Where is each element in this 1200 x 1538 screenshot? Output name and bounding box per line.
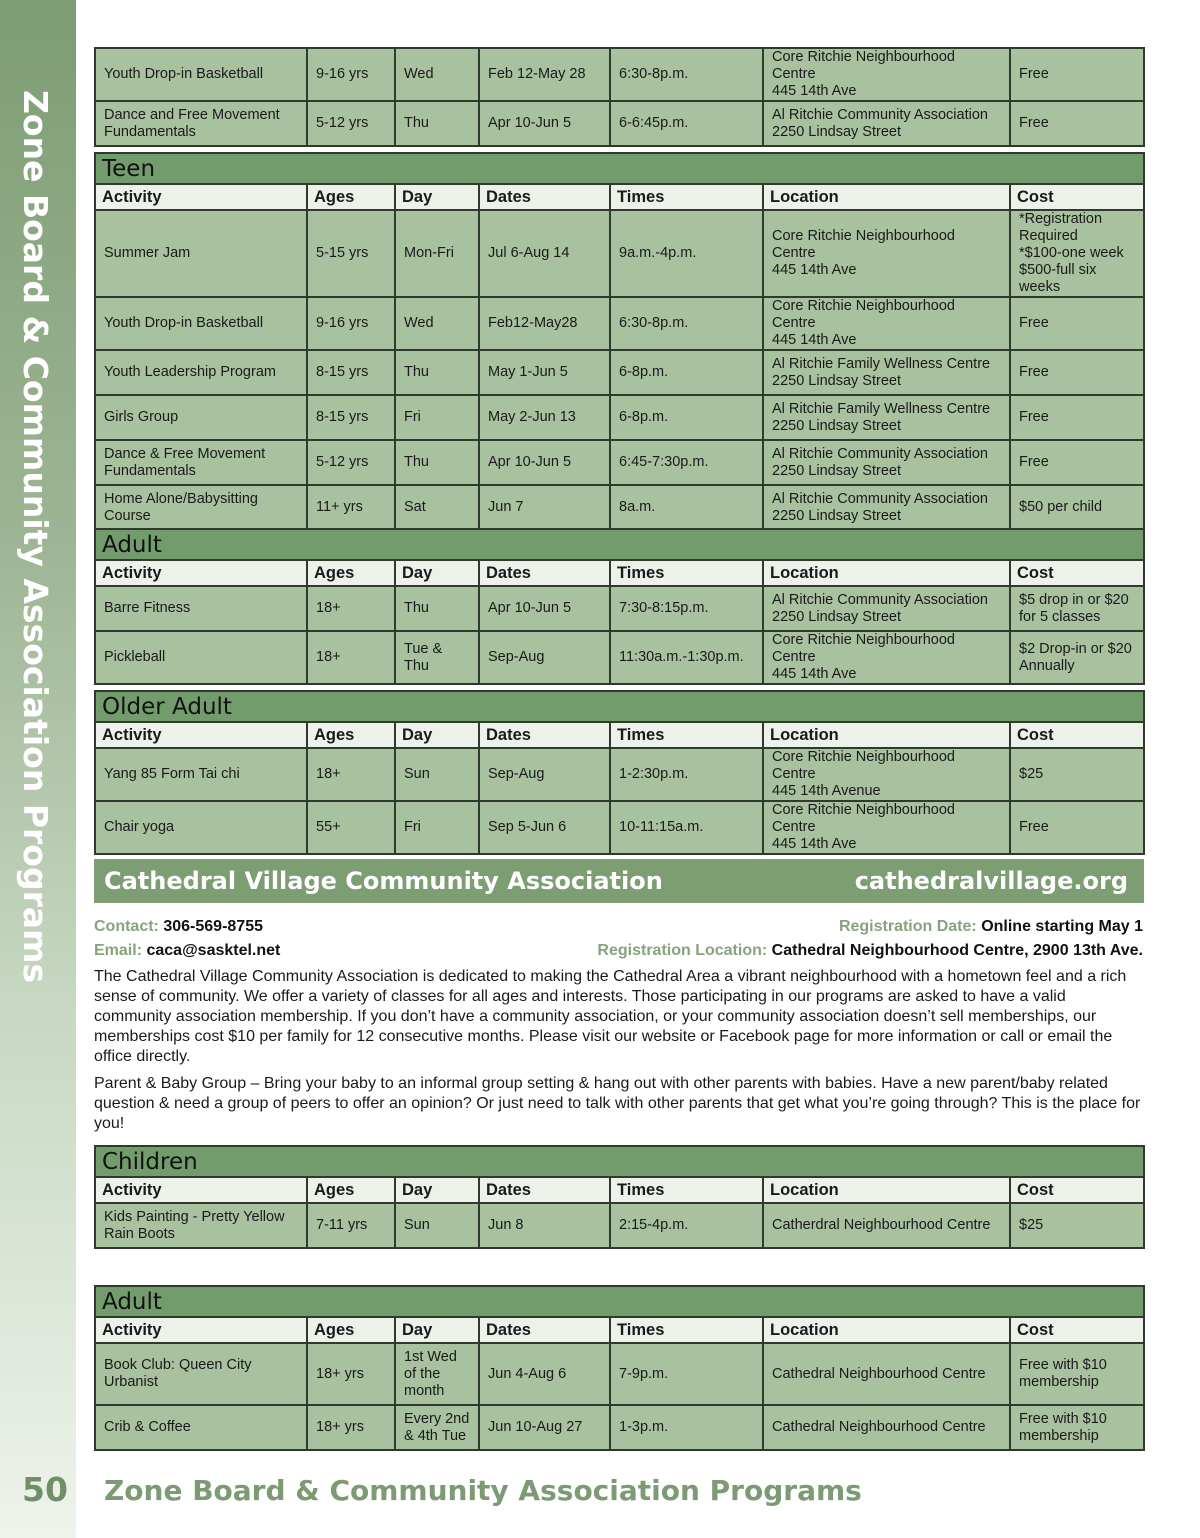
section-heading-row — [95, 691, 1144, 722]
table-cell: Summer Jam — [95, 210, 307, 297]
footer-title: Zone Board & Community Association Programs — [104, 1474, 862, 1507]
column-header: Day — [395, 722, 479, 748]
table-cell: Crib & Coffee — [95, 1405, 307, 1450]
table-cell: Feb 12-May 28 — [479, 48, 610, 101]
table-cell: Free — [1010, 101, 1144, 146]
table-cell: 2:15-4p.m. — [610, 1203, 763, 1248]
section-heading-row — [95, 1146, 1144, 1177]
association-description: The Cathedral Village Community Association is dedicated to making the Cathedral Area a vibrant neighbourhood with a hometown feel and a rich sense of community. We offer a variety of classes for all ages and interests. Those participating in our programs are asked to have a valid community association membership. If you don’t have a community association, or your community association doesn’t sell memberships, our memberships cost $10 per family for 12 consecutive months. Please visit our website or Facebook page for more information or call or email the office directly. — [94, 968, 1127, 1065]
column-header: Dates — [479, 184, 610, 210]
table-cell: Free — [1010, 801, 1144, 854]
table-cell: 6-6:45p.m. — [610, 101, 763, 146]
table-cell: Cathedral Neighbourhood Centre — [763, 1405, 1010, 1450]
table-cell: Every 2nd & 4th Tue — [395, 1405, 479, 1450]
table-cell: Al Ritchie Family Wellness Centre 2250 Lindsay Street — [763, 350, 1010, 395]
table-cell: Kids Painting - Pretty Yellow Rain Boots — [95, 1203, 307, 1248]
page-number: 50 — [22, 1470, 68, 1509]
table-cell: 18+ — [307, 748, 395, 801]
column-header: Times — [610, 184, 763, 210]
column-header: Dates — [479, 1177, 610, 1203]
table-cell: 7:30-8:15p.m. — [610, 586, 763, 631]
table-cell: $50 per child — [1010, 485, 1144, 530]
table-cell: Al Ritchie Community Association 2250 Lindsay Street — [763, 586, 1010, 631]
table-cell: Sep-Aug — [479, 631, 610, 684]
table-cell: Sun — [395, 748, 479, 801]
table-cell: Jun 7 — [479, 485, 610, 530]
column-header: Dates — [479, 560, 610, 586]
table-cell: Chair yoga — [95, 801, 307, 854]
table-row — [95, 395, 1144, 440]
table-cell: 9-16 yrs — [307, 48, 395, 101]
column-header-row — [95, 722, 1144, 748]
table-cell: 55+ — [307, 801, 395, 854]
table-cell: Wed — [395, 48, 479, 101]
table-cell: Free — [1010, 350, 1144, 395]
teen-table — [94, 152, 1145, 531]
contact-phone[interactable]: 306-569-8755 — [163, 918, 263, 935]
table-cell: 8-15 yrs — [307, 350, 395, 395]
section-heading: Adult — [95, 1286, 1144, 1317]
email-label: Email: — [94, 942, 143, 959]
cathedral-adult-table — [94, 1285, 1145, 1451]
table-cell: Thu — [395, 350, 479, 395]
table-row — [95, 1203, 1144, 1248]
table-row — [95, 440, 1144, 485]
table-cell: Core Ritchie Neighbourhood Centre 445 14th Ave — [763, 801, 1010, 854]
registration-date-label: Registration Date: — [838, 918, 977, 935]
table-cell: 11+ yrs — [307, 485, 395, 530]
table-cell: Yang 85 Form Tai chi — [95, 748, 307, 801]
table-row — [95, 631, 1144, 684]
table-cell: Jun 8 — [479, 1203, 610, 1248]
association-name: Cathedral Village Community Association — [104, 867, 663, 895]
table-cell: Book Club: Queen City Urbanist — [95, 1343, 307, 1405]
column-header-row — [95, 1177, 1144, 1203]
table-cell: Core Ritchie Neighbourhood Centre 445 14th Ave — [763, 297, 1010, 350]
section-heading: Older Adult — [95, 691, 1144, 722]
table-cell: Free — [1010, 48, 1144, 101]
column-header: Day — [395, 1317, 479, 1343]
column-header: Location — [763, 184, 1010, 210]
section-heading-row — [95, 529, 1144, 560]
table-cell: Jul 6-Aug 14 — [479, 210, 610, 297]
table-cell: Dance and Free Movement Fundamentals — [95, 101, 307, 146]
table-cell: Core Ritchie Neighbourhood Centre 445 14th Ave — [763, 210, 1010, 297]
table-cell: 6:30-8p.m. — [610, 297, 763, 350]
table-cell: Tue & Thu — [395, 631, 479, 684]
table-row — [95, 1405, 1144, 1450]
table-cell: Fri — [395, 395, 479, 440]
table-cell: Free — [1010, 440, 1144, 485]
adult-table — [94, 528, 1145, 685]
column-header: Ages — [307, 1177, 395, 1203]
table-cell: Free with $10 membership — [1010, 1405, 1144, 1450]
column-header: Location — [763, 560, 1010, 586]
table-cell: Sep 5-Jun 6 — [479, 801, 610, 854]
table-cell: 7-9p.m. — [610, 1343, 763, 1405]
table-row — [95, 297, 1144, 350]
table-cell: Free — [1010, 395, 1144, 440]
table-cell: 9-16 yrs — [307, 297, 395, 350]
table-cell: 11:30a.m.-1:30p.m. — [610, 631, 763, 684]
table-cell: Free with $10 membership — [1010, 1343, 1144, 1405]
table-cell: 8a.m. — [610, 485, 763, 530]
association-website-link[interactable]: cathedralvillage.org — [854, 867, 1128, 895]
column-header: Activity — [95, 722, 307, 748]
table-cell: 7-11 yrs — [307, 1203, 395, 1248]
table-cell: May 1-Jun 5 — [479, 350, 610, 395]
table-cell: Sun — [395, 1203, 479, 1248]
table-cell: 6:30-8p.m. — [610, 48, 763, 101]
column-header-row — [95, 1317, 1144, 1343]
older-adult-table — [94, 690, 1145, 855]
table-cell: Youth Leadership Program — [95, 350, 307, 395]
table-cell: 18+ — [307, 631, 395, 684]
column-header: Cost — [1010, 1177, 1144, 1203]
column-header: Dates — [479, 722, 610, 748]
parent-baby-description: Parent & Baby Group – Bring your baby to an informal group setting & hang out with other parents with babies. Have a new parent/baby related question & need a group of peers to offer an opinion? Or just need to talk with other parents that get what you’re going through? This is the place for you! — [94, 1075, 1141, 1132]
table-cell: Apr 10-Jun 5 — [479, 101, 610, 146]
table-cell: Free — [1010, 297, 1144, 350]
column-header: Cost — [1010, 1317, 1144, 1343]
section-heading: Teen — [95, 153, 1144, 184]
table-row — [95, 485, 1144, 530]
column-header: Times — [610, 560, 763, 586]
table-cell: Thu — [395, 440, 479, 485]
column-header: Activity — [95, 1317, 307, 1343]
table-cell: 5-12 yrs — [307, 440, 395, 485]
table-cell: Feb12-May28 — [479, 297, 610, 350]
column-header: Times — [610, 1317, 763, 1343]
email-address[interactable]: caca@sasktel.net — [146, 942, 281, 959]
column-header: Times — [610, 1177, 763, 1203]
table-cell: Al Ritchie Community Association 2250 Lindsay Street — [763, 485, 1010, 530]
table-cell: Sep-Aug — [479, 748, 610, 801]
table-cell: Al Ritchie Community Association 2250 Lindsay Street — [763, 101, 1010, 146]
table-cell: Apr 10-Jun 5 — [479, 440, 610, 485]
registration-date-value: Online starting May 1 — [981, 918, 1143, 935]
column-header-row — [95, 560, 1144, 586]
column-header: Cost — [1010, 722, 1144, 748]
table-cell: Pickleball — [95, 631, 307, 684]
registration-location-label: Registration Location: — [597, 942, 768, 959]
section-heading-row — [95, 1286, 1144, 1317]
ritchie-continued-table — [94, 47, 1145, 147]
registration-location-info — [597, 942, 1143, 960]
table-cell: Al Ritchie Family Wellness Centre 2250 Lindsay Street — [763, 395, 1010, 440]
column-header: Ages — [307, 1317, 395, 1343]
column-header: Ages — [307, 560, 395, 586]
table-cell: 1-3p.m. — [610, 1405, 763, 1450]
column-header: Day — [395, 560, 479, 586]
table-cell: 6:45-7:30p.m. — [610, 440, 763, 485]
table-cell: Youth Drop-in Basketball — [95, 297, 307, 350]
registration-date-info — [839, 918, 1143, 936]
column-header: Activity — [95, 560, 307, 586]
table-cell: Mon-Fri — [395, 210, 479, 297]
table-cell: Cathedral Neighbourhood Centre — [763, 1343, 1010, 1405]
column-header: Times — [610, 722, 763, 748]
column-header: Dates — [479, 1317, 610, 1343]
table-cell: Core Ritchie Neighbourhood Centre 445 14th Ave — [763, 48, 1010, 101]
section-heading-row — [95, 153, 1144, 184]
table-cell: Thu — [395, 101, 479, 146]
table-cell: Barre Fitness — [95, 586, 307, 631]
column-header: Day — [395, 1177, 479, 1203]
table-row — [95, 101, 1144, 146]
table-cell: 10-11:15a.m. — [610, 801, 763, 854]
column-header: Ages — [307, 184, 395, 210]
table-cell: Thu — [395, 586, 479, 631]
column-header: Activity — [95, 1177, 307, 1203]
table-cell: May 2-Jun 13 — [479, 395, 610, 440]
column-header: Location — [763, 722, 1010, 748]
association-header — [94, 859, 1144, 903]
table-cell: Apr 10-Jun 5 — [479, 586, 610, 631]
table-cell: 5-12 yrs — [307, 101, 395, 146]
table-cell: 18+ yrs — [307, 1405, 395, 1450]
side-title-text: Zone Board & Community Association Programs — [16, 90, 55, 984]
table-cell: $25 — [1010, 1203, 1144, 1248]
table-cell: 9a.m.-4p.m. — [610, 210, 763, 297]
contact-label: Contact: — [94, 918, 159, 935]
table-cell: Catherdral Neighbourhood Centre — [763, 1203, 1010, 1248]
table-cell: Core Ritchie Neighbourhood Centre 445 14th Ave — [763, 631, 1010, 684]
children-table — [94, 1145, 1145, 1249]
column-header: Ages — [307, 722, 395, 748]
table-cell: Jun 10-Aug 27 — [479, 1405, 610, 1450]
table-row — [95, 48, 1144, 101]
table-cell: $2 Drop-in or $20 Annually — [1010, 631, 1144, 684]
column-header: Day — [395, 184, 479, 210]
table-cell: Home Alone/Babysitting Course — [95, 485, 307, 530]
column-header: Cost — [1010, 560, 1144, 586]
email-info — [94, 942, 280, 960]
table-cell: Sat — [395, 485, 479, 530]
table-cell: Core Ritchie Neighbourhood Centre 445 14th Avenue — [763, 748, 1010, 801]
column-header: Location — [763, 1317, 1010, 1343]
table-cell: 1-2:30p.m. — [610, 748, 763, 801]
table-cell: *Registration Required *$100-one week $500-full six weeks — [1010, 210, 1144, 297]
table-row — [95, 801, 1144, 854]
column-header: Activity — [95, 184, 307, 210]
table-row — [95, 748, 1144, 801]
column-header: Cost — [1010, 184, 1144, 210]
registration-location-value: Cathedral Neighbourhood Centre, 2900 13th Ave. — [771, 942, 1143, 959]
table-row — [95, 1343, 1144, 1405]
table-cell: 6-8p.m. — [610, 350, 763, 395]
table-cell: 18+ yrs — [307, 1343, 395, 1405]
table-cell: Jun 4-Aug 6 — [479, 1343, 610, 1405]
table-cell: $25 — [1010, 748, 1144, 801]
table-row — [95, 586, 1144, 631]
section-heading: Adult — [95, 529, 1144, 560]
table-cell: Youth Drop-in Basketball — [95, 48, 307, 101]
table-row — [95, 210, 1144, 297]
table-cell: Dance & Free Movement Fundamentals — [95, 440, 307, 485]
section-heading: Children — [95, 1146, 1144, 1177]
table-cell: 18+ — [307, 586, 395, 631]
table-cell: Al Ritchie Community Association 2250 Lindsay Street — [763, 440, 1010, 485]
table-cell: 1st Wed of the month — [395, 1343, 479, 1405]
contact-info — [94, 918, 263, 936]
table-cell: Girls Group — [95, 395, 307, 440]
column-header-row — [95, 184, 1144, 210]
table-cell: Wed — [395, 297, 479, 350]
table-cell: $5 drop in or $20 for 5 classes — [1010, 586, 1144, 631]
table-cell: 6-8p.m. — [610, 395, 763, 440]
column-header: Location — [763, 1177, 1010, 1203]
table-cell: Fri — [395, 801, 479, 854]
table-cell: 5-15 yrs — [307, 210, 395, 297]
table-cell: 8-15 yrs — [307, 395, 395, 440]
table-row — [95, 350, 1144, 395]
